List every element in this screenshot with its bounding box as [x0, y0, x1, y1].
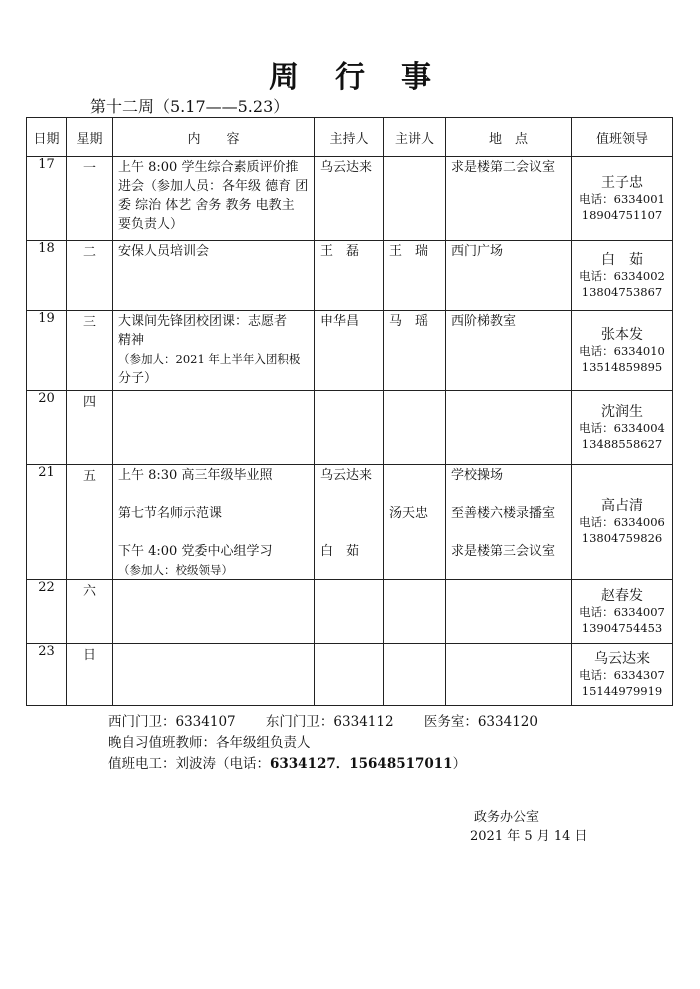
leader-mobile: 18904751107: [581, 207, 663, 222]
issue-date: 2021 年 5 月 14 日: [470, 829, 588, 844]
evening-duty: 晚自习值班教师：各年级组负责人: [108, 735, 311, 751]
west-gate-phone: 西门门卫：6334107: [108, 714, 236, 730]
weekday-cell: 三: [67, 311, 113, 391]
content-line: 委 综治 体艺 舍务 教务 电教主: [118, 198, 295, 213]
leader-name: 乌云达来: [594, 650, 650, 667]
duty-leader-cell: [572, 311, 673, 391]
date-cell: 19: [27, 311, 67, 391]
leader-name: 白 茹: [601, 251, 643, 268]
date-cell: 22: [27, 580, 67, 644]
place-cell: [446, 580, 572, 644]
speaker-line: [384, 465, 445, 484]
place-line: [446, 522, 571, 541]
signature-block: [470, 808, 588, 846]
weekday-cell: 四: [67, 391, 113, 465]
place-cell: [446, 391, 572, 465]
leader-mobile: 13804759826: [581, 531, 663, 545]
schedule-table: [26, 117, 673, 712]
host-cell: [315, 311, 384, 391]
content-line: 下午 4:00 党委中心组学习: [118, 544, 273, 559]
weekday-cell: 五: [67, 465, 113, 580]
content-line: 精神: [118, 333, 145, 348]
table-row: [27, 241, 673, 311]
host-line: [315, 484, 383, 503]
electrician-suffix: ）: [452, 756, 467, 772]
duty-leader-cell: [572, 241, 673, 311]
content-line: 第七节名师示范课: [118, 506, 223, 521]
duty-leader-cell: [572, 644, 673, 706]
host-cell: [315, 241, 384, 311]
content-line: 进会（参加人员：各年级 德育 团: [118, 179, 309, 194]
table-row: [27, 644, 673, 706]
content-line: （参加人：2021 年上半年入团积极: [118, 352, 301, 366]
leader-phone: 电话：6334010: [579, 343, 665, 358]
content-cell: [113, 580, 315, 644]
leader-name: 沈润生: [601, 403, 643, 420]
table-row: [27, 391, 673, 465]
header-speaker: 主讲人: [384, 118, 446, 157]
content-line: 大课间先锋团校团课：志愿者: [118, 314, 288, 329]
leader-phone: 电话：6334307: [579, 667, 665, 682]
content-line: （参加人：校级领导）: [118, 563, 233, 577]
speaker-line: 王 瑞: [389, 244, 429, 259]
content-line: 安保人员培训会: [118, 244, 210, 259]
leader-name: 张本发: [601, 326, 643, 343]
duty-leader-cell: [572, 580, 673, 644]
place-cell: [446, 311, 572, 391]
rule-cell: [572, 706, 673, 713]
host-cell: [315, 391, 384, 465]
leader-mobile: 13488558627: [581, 436, 663, 451]
content-cell: [113, 391, 315, 465]
header-date: 日期: [27, 118, 67, 157]
content-line: 上午 8:30 高三年级毕业照: [118, 468, 273, 483]
footer-contacts: [108, 712, 564, 775]
duty-leader-cell: [572, 157, 673, 241]
leader-name: 王子忠: [601, 174, 643, 191]
speaker-cell: [384, 157, 446, 241]
place-line: 求是楼第二会议室: [451, 160, 556, 175]
content-line: 要负责人）: [118, 217, 184, 232]
header-weekday: 星期: [67, 118, 113, 157]
place-cell: [446, 465, 572, 580]
host-cell: [315, 580, 384, 644]
clinic-phone: 医务室：6334120: [423, 714, 538, 730]
date-cell: 21: [27, 465, 67, 580]
content-cell: [113, 311, 315, 391]
duty-leader-cell: [572, 391, 673, 465]
duty-leader-cell: [572, 465, 673, 580]
leader-mobile: 15144979919: [581, 683, 663, 698]
date-cell: 20: [27, 391, 67, 465]
speaker-line: [384, 484, 445, 503]
leader-mobile: 13904754453: [581, 620, 663, 635]
speaker-cell: [384, 311, 446, 391]
page-title: 周行事: [269, 60, 467, 95]
speaker-line: 马 瑶: [389, 314, 429, 329]
content-cell: [113, 241, 315, 311]
table-row: [27, 580, 673, 644]
speaker-cell: [384, 241, 446, 311]
content-line: [113, 484, 314, 503]
host-line: 乌云达来: [320, 468, 373, 483]
weekday-cell: 六: [67, 580, 113, 644]
host-cell: [315, 157, 384, 241]
week-label: 第十二周（5.17——5.23）: [90, 97, 290, 116]
host-line: 王 磊: [320, 244, 360, 259]
rule-cell: [67, 706, 113, 713]
issuing-office: 政务办公室: [474, 810, 540, 825]
leader-mobile: 13514859895: [581, 359, 663, 374]
header-place: 地 点: [446, 118, 572, 157]
content-line: 上午 8:00 学生综合素质评价推: [118, 160, 299, 175]
place-line: 西门广场: [451, 244, 504, 259]
header-host: 主持人: [315, 118, 384, 157]
host-line: [315, 503, 383, 522]
rule-cell: [27, 706, 67, 713]
electrician-phones: 6334127．15648517011: [270, 756, 453, 772]
host-line: 乌云达来: [320, 160, 373, 175]
schedule-body: [27, 157, 673, 713]
leader-phone: 电话：6334001: [579, 191, 665, 206]
place-cell: [446, 241, 572, 311]
speaker-line: 汤天忠: [389, 506, 429, 521]
host-line: [315, 522, 383, 541]
host-cell: [315, 644, 384, 706]
leader-phone: 电话：6334004: [579, 420, 665, 435]
weekday-cell: 一: [67, 157, 113, 241]
host-line: 白 茹: [320, 544, 360, 559]
place-line: 学校操场: [451, 468, 504, 483]
content-cell: [113, 157, 315, 241]
content-line: [113, 522, 314, 541]
content-cell: [113, 465, 315, 580]
header-duty-leader: 值班领导: [572, 118, 673, 157]
electrician-prefix: 值班电工：刘波涛（电话：: [108, 756, 270, 772]
place-line: 至善楼六楼录播室: [451, 506, 556, 521]
place-line: 求是楼第三会议室: [451, 544, 556, 559]
header-content: 内 容: [113, 118, 315, 157]
speaker-cell: [384, 580, 446, 644]
place-line: 西阶梯教室: [451, 314, 517, 329]
speaker-cell: [384, 644, 446, 706]
leader-phone: 电话：6334002: [579, 268, 665, 283]
speaker-cell: [384, 465, 446, 580]
table-row: [27, 311, 673, 391]
east-gate-phone: 东门门卫：6334112: [265, 714, 394, 730]
place-cell: [446, 157, 572, 241]
leader-name: 高占清: [601, 498, 643, 514]
leader-phone: 电话：6334007: [579, 604, 665, 619]
content-line: 分子）: [118, 371, 158, 386]
date-cell: 18: [27, 241, 67, 311]
host-cell: [315, 465, 384, 580]
table-row: [27, 465, 673, 580]
speaker-cell: [384, 391, 446, 465]
leader-mobile: 13804753867: [581, 284, 663, 299]
host-line: 申华昌: [320, 314, 360, 329]
table-header-row: [27, 118, 673, 157]
weekday-cell: 二: [67, 241, 113, 311]
date-cell: 23: [27, 644, 67, 706]
weekday-cell: 日: [67, 644, 113, 706]
content-cell: [113, 644, 315, 706]
leader-phone: 电话：6334006: [579, 515, 665, 529]
place-cell: [446, 644, 572, 706]
table-row: [27, 157, 673, 241]
date-cell: 17: [27, 157, 67, 241]
leader-name: 赵春发: [601, 587, 643, 604]
electrician-line: [108, 754, 564, 775]
place-line: [446, 484, 571, 503]
